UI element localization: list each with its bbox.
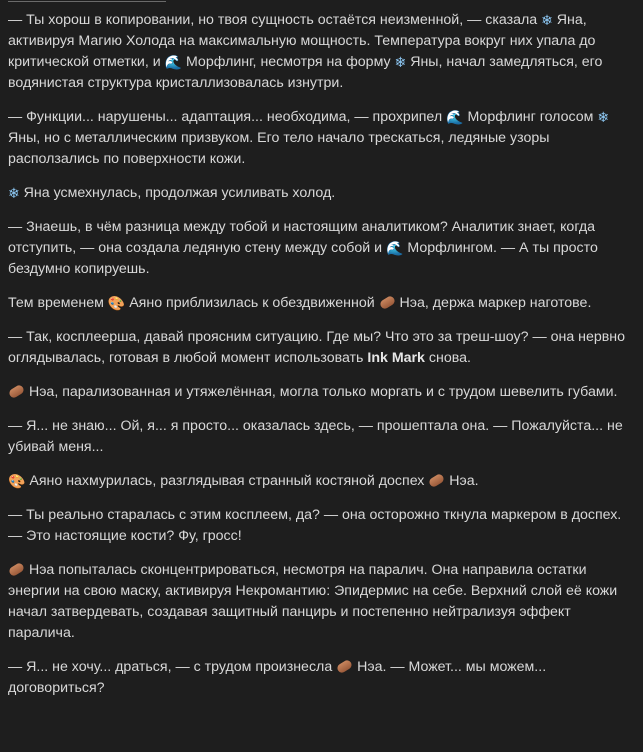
text-run: Яна, активируя Магию Холода на максимальную мощность. Температура вокруг них упала до критической отметки, и bbox=[8, 12, 596, 70]
text-run: Яна усмехнулась, продолжая усиливать холод. bbox=[19, 185, 336, 201]
text-run: Яны, но с металлическим призвуком. Его тело начало трескаться, ледяные узоры расползались по поверхности кожи. bbox=[8, 130, 550, 167]
paragraph bbox=[8, 471, 636, 492]
bold-text: Ink Mark bbox=[367, 350, 425, 366]
paragraph bbox=[8, 505, 636, 547]
text-run: — Ты хорош в копировании, но твоя сущность остаётся неизменной, — сказала bbox=[8, 12, 542, 28]
bone-icon bbox=[428, 473, 445, 489]
paragraph bbox=[8, 107, 636, 170]
text-run: Морфлинг голосом bbox=[463, 109, 598, 125]
text-run: Аяно приблизилась к обездвиженной bbox=[125, 295, 379, 311]
text-run: — Так, косплеерша, давай проясним ситуацию. Где мы? Что это за треш-шоу? — она нервно оглядывалась, готовая в любой момент использовать bbox=[8, 329, 626, 366]
palette-icon: 🎨 bbox=[8, 474, 26, 490]
text-run: Нэа. bbox=[445, 473, 479, 489]
top-divider bbox=[8, 1, 166, 2]
snowflake-icon: ❄ bbox=[597, 110, 610, 126]
text-run: — Функции... нарушены... адаптация... необходима, — прохрипел bbox=[8, 109, 447, 125]
text-run: снова. bbox=[424, 350, 471, 366]
text-run: Морфлингом. — А ты просто бездумно копируешь. bbox=[8, 240, 598, 277]
palette-icon: 🎨 bbox=[107, 296, 126, 312]
snowflake-icon: ❄ bbox=[8, 186, 20, 202]
wave-icon: 🌊 bbox=[386, 241, 404, 257]
text-run: — Я... не хочу... драться, — с трудом произнесла bbox=[8, 659, 337, 675]
bone-icon bbox=[8, 384, 25, 400]
bone-icon bbox=[378, 295, 395, 311]
paragraph bbox=[8, 382, 636, 403]
text-run: — Я... не знаю... Ой, я... я просто... оказалась здесь, — прошептала она. — Пожалуйста... не убивай меня... bbox=[8, 418, 623, 455]
text-run: Нэа. — Может... мы можем... договориться? bbox=[8, 659, 547, 696]
paragraph bbox=[8, 416, 636, 458]
bone-icon bbox=[336, 659, 353, 675]
snowflake-icon: ❄ bbox=[394, 55, 407, 71]
paragraph bbox=[8, 560, 636, 644]
text-run: Нэа, держа маркер наготове. bbox=[395, 295, 592, 311]
wave-icon: 🌊 bbox=[446, 110, 464, 126]
text-run: Яны, начал замедляться, его водянистая структура кристаллизовалась изнутри. bbox=[8, 54, 603, 91]
text-run: Морфлинг, несмотря на форму bbox=[182, 54, 395, 70]
text-run: Нэа попыталась сконцентрироваться, несмотря на паралич. Она направила остатки энергии на свою маску, активируя Некромантию: Эпидермис на себе. Верхний слой её кожи начал затвердевать, создавая защитный панцирь и постепенно нейтрализуя эффект паралича. bbox=[8, 562, 618, 641]
paragraph bbox=[8, 183, 636, 204]
text-run: — Ты реально старалась с этим косплеем, да? — она осторожно ткнула маркером в доспех. — Это настоящие кости? Фу, гросс! bbox=[8, 507, 622, 544]
text-run: — Знаешь, в чём разница между тобой и настоящим аналитиком? Аналитик знает, когда отступить, — она создала ледяную стену между собой и bbox=[8, 219, 596, 256]
text-run: Нэа, парализованная и утяжелённая, могла только моргать и с трудом шевелить губами. bbox=[25, 384, 618, 400]
wave-icon: 🌊 bbox=[164, 55, 183, 71]
paragraph bbox=[8, 293, 636, 314]
chat-message-body bbox=[8, 10, 636, 712]
snowflake-icon: ❄ bbox=[541, 13, 553, 29]
text-run: Тем временем bbox=[8, 295, 108, 311]
paragraph bbox=[8, 657, 636, 699]
paragraph bbox=[8, 217, 636, 280]
paragraph bbox=[8, 10, 636, 94]
text-run: Аяно нахмурилась, разглядывая странный костяной доспех bbox=[25, 473, 429, 489]
bone-icon bbox=[8, 562, 25, 578]
paragraph bbox=[8, 327, 636, 369]
